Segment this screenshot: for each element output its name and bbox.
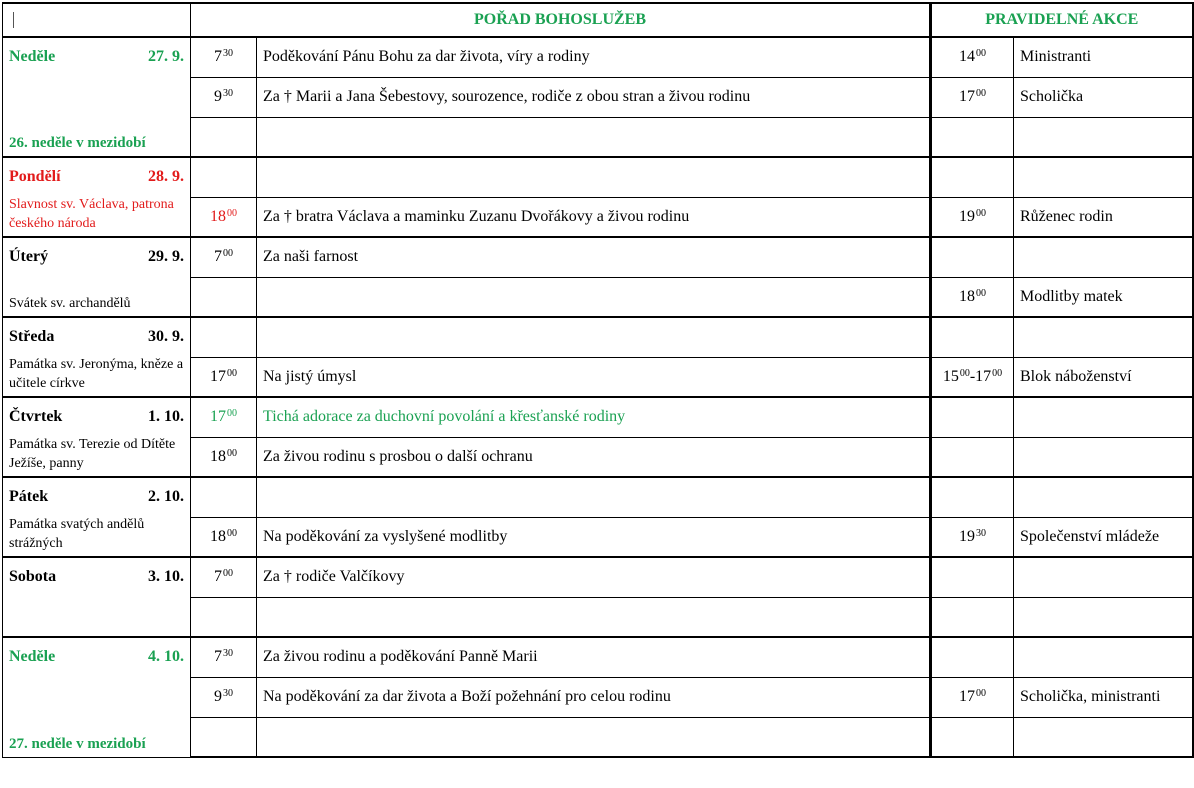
- mass-time: [191, 117, 257, 157]
- mass-time-hour: 17: [210, 408, 226, 426]
- mass-time-hour: 17: [210, 367, 226, 385]
- mass-time-minute: 00: [227, 447, 237, 459]
- mass-intention: [257, 157, 931, 197]
- schedule-row: [3, 317, 1193, 357]
- event-time: [931, 77, 1014, 117]
- event-time-hour: 14: [959, 48, 975, 66]
- mass-time: [191, 517, 257, 557]
- event-time-hour: 19: [959, 527, 975, 545]
- mass-time-hour: 9: [214, 88, 222, 105]
- schedule-row: [3, 637, 1193, 677]
- schedule-row: [3, 157, 1193, 197]
- event-time-minute: 00: [976, 207, 986, 219]
- mass-time-minute: 30: [223, 48, 233, 60]
- day-header: [3, 478, 190, 506]
- day-feast: Památka svatých andělů strážných: [9, 517, 145, 551]
- event-time: [931, 317, 1014, 357]
- day-name: Pátek: [9, 488, 49, 505]
- day-date: 27. 9.: [148, 48, 184, 65]
- mass-time: [191, 317, 257, 357]
- schedule-row: [3, 557, 1193, 597]
- mass-time: [191, 637, 257, 677]
- mass-time-minute: 00: [227, 408, 237, 420]
- event-name: [1014, 317, 1193, 357]
- event-name: Ministranti: [1014, 37, 1193, 77]
- mass-time: [191, 677, 257, 717]
- event-time: [931, 237, 1014, 277]
- day-cell: [3, 637, 191, 757]
- day-feast: Památka sv. Jeronýma, kněze a učitele církve: [9, 357, 184, 391]
- day-cell: [3, 397, 191, 477]
- mass-intention: Za naši farnost: [257, 237, 931, 277]
- event-time-hour: 17: [959, 88, 975, 105]
- event-time-minute: 00: [976, 48, 986, 60]
- day-name: Sobota: [9, 568, 57, 585]
- mass-intention: [257, 277, 931, 317]
- mass-time-hour: 9: [214, 688, 222, 705]
- mass-time: [191, 197, 257, 237]
- event-name: [1014, 637, 1193, 677]
- regular-events-title: PRAVIDELNÉ AKCE: [931, 3, 1193, 37]
- event-name: Společenství mládeže: [1014, 517, 1193, 557]
- mass-time-hour: 18: [210, 447, 226, 465]
- mass-time: [191, 357, 257, 397]
- day-name: Úterý: [9, 248, 49, 265]
- mass-time: [191, 557, 257, 597]
- day-cell: [3, 157, 191, 237]
- day-date: 28. 9.: [148, 168, 184, 185]
- schedule-row: [3, 477, 1193, 517]
- day-date: 2. 10.: [148, 488, 184, 505]
- event-time: [931, 397, 1014, 437]
- mass-intention: Za † rodiče Valčíkovy: [257, 557, 931, 597]
- day-header: [3, 238, 190, 266]
- mass-time-hour: 7: [214, 568, 222, 586]
- day-date: 1. 10.: [148, 408, 184, 425]
- day-name: Středa: [9, 328, 55, 345]
- mass-intention: [257, 117, 931, 157]
- event-time: [931, 277, 1014, 317]
- mass-time: [191, 157, 257, 197]
- schedule-row: [3, 397, 1193, 437]
- day-name: Neděle: [9, 48, 56, 65]
- mass-time-minute: 30: [223, 648, 233, 660]
- event-name: Scholička: [1014, 77, 1193, 117]
- mass-intention: [257, 717, 931, 757]
- mass-intention: [257, 317, 931, 357]
- event-time: [931, 677, 1014, 717]
- day-name: Neděle: [9, 648, 56, 665]
- event-name: [1014, 157, 1193, 197]
- day-feast: 27. neděle v mezidobí: [9, 735, 146, 752]
- mass-time: [191, 277, 257, 317]
- event-time: [931, 597, 1014, 637]
- mass-time-minute: 00: [227, 367, 237, 379]
- mass-time-minute: 00: [227, 527, 237, 539]
- day-feast: Svátek sv. archandělů: [9, 296, 131, 311]
- mass-time-hour: 18: [210, 207, 226, 225]
- mass-time: [191, 597, 257, 637]
- day-feast: 26. neděle v mezidobí: [9, 135, 146, 151]
- event-name: [1014, 237, 1193, 277]
- mass-time: [191, 77, 257, 117]
- event-name: [1014, 397, 1193, 437]
- mass-time: [191, 477, 257, 517]
- mass-time-minute: 00: [223, 248, 233, 260]
- mass-time-hour: 18: [210, 527, 226, 545]
- schedule-row: [3, 237, 1193, 277]
- mass-time: [191, 37, 257, 77]
- day-cell: [3, 237, 191, 317]
- day-date: 29. 9.: [148, 248, 184, 265]
- event-name: Modlitby matek: [1014, 277, 1193, 317]
- event-time-minute: 00: [976, 88, 986, 99]
- day-cell: [3, 317, 191, 397]
- event-time: [931, 157, 1014, 197]
- event-name: [1014, 557, 1193, 597]
- mass-time: [191, 437, 257, 477]
- day-date: 3. 10.: [148, 568, 184, 585]
- event-name: [1014, 717, 1193, 757]
- mass-intention: Za živou rodinu s prosbou o další ochranu: [257, 437, 931, 477]
- event-time-hour: 17: [959, 688, 975, 705]
- day-header: [3, 558, 190, 586]
- mass-intention: Na poděkování za vyslyšené modlitby: [257, 517, 931, 557]
- day-date: 4. 10.: [148, 648, 184, 665]
- mass-time-minute: 00: [223, 568, 233, 580]
- event-time: [931, 357, 1014, 397]
- header-row: [3, 3, 1193, 37]
- day-name: Pondělí: [9, 168, 61, 185]
- event-name: [1014, 477, 1193, 517]
- event-name: Scholička, ministranti: [1014, 677, 1193, 717]
- schedule-table: [2, 2, 1194, 758]
- event-time: [931, 117, 1014, 157]
- day-feast: Slavnost sv. Václava, patrona českého národa: [9, 197, 174, 231]
- mass-intention: Na jistý úmysl: [257, 357, 931, 397]
- event-time: [931, 477, 1014, 517]
- mass-intention: [257, 597, 931, 637]
- mass-time: [191, 397, 257, 437]
- event-time-minute: 00: [976, 287, 986, 299]
- mass-time-minute: 00: [227, 207, 237, 219]
- event-time: [931, 197, 1014, 237]
- event-time-end-hour: 17: [975, 367, 992, 385]
- event-name: [1014, 437, 1193, 477]
- event-time-minute: 30: [976, 527, 986, 539]
- mass-time: [191, 237, 257, 277]
- event-time-dash: -: [969, 367, 976, 385]
- mass-intention: [257, 477, 931, 517]
- event-time-minute: 00: [959, 367, 970, 379]
- event-time-hour: 18: [959, 287, 975, 305]
- day-name: Čtvrtek: [9, 408, 63, 425]
- event-time-hour: 15: [942, 367, 959, 385]
- mass-intention: Za † Marii a Jana Šebestovy, sourozence, rodiče z obou stran a živou rodinu: [257, 77, 931, 117]
- day-cell: [3, 557, 191, 637]
- day-date: 30. 9.: [148, 328, 184, 345]
- event-name: Blok náboženství: [1014, 357, 1193, 397]
- event-time-end-minute: 00: [992, 367, 1003, 379]
- cursor-bar: [13, 12, 14, 28]
- mass-intention: Za živou rodinu a poděkování Panně Marii: [257, 637, 931, 677]
- day-header: [3, 398, 190, 426]
- mass-time-minute: 30: [223, 688, 233, 699]
- event-name: Růženec rodin: [1014, 197, 1193, 237]
- event-time: [931, 37, 1014, 77]
- mass-intention: Poděkování Pánu Bohu za dar života, víry a rodiny: [257, 37, 931, 77]
- mass-time: [191, 717, 257, 757]
- event-time: [931, 637, 1014, 677]
- event-time-hour: 19: [959, 207, 975, 225]
- event-time: [931, 557, 1014, 597]
- mass-time-hour: 7: [214, 248, 222, 266]
- schedule-row: [3, 37, 1193, 77]
- event-time: [931, 437, 1014, 477]
- event-time: [931, 517, 1014, 557]
- event-name: [1014, 117, 1193, 157]
- corner-cell: [3, 3, 191, 37]
- mass-intention: Tichá adorace za duchovní povolání a křesťanské rodiny: [257, 397, 931, 437]
- day-header: [3, 38, 190, 66]
- day-feast: Památka sv. Terezie od Dítěte Ježíše, panny: [9, 437, 176, 471]
- mass-time-hour: 7: [214, 48, 222, 66]
- day-header: [3, 158, 190, 186]
- schedule-title: POŘAD BOHOSLUŽEB: [191, 3, 931, 37]
- day-header: [3, 318, 190, 346]
- day-cell: [3, 477, 191, 557]
- event-time-minute: 00: [976, 688, 986, 699]
- mass-intention: Za † bratra Václava a maminku Zuzanu Dvořákovy a živou rodinu: [257, 197, 931, 237]
- day-header: [3, 638, 190, 666]
- event-time: [931, 717, 1014, 757]
- event-name: [1014, 597, 1193, 637]
- mass-time-minute: 30: [223, 88, 233, 99]
- day-cell: [3, 37, 191, 157]
- mass-time-hour: 7: [214, 648, 222, 666]
- mass-intention: Na poděkování za dar života a Boží požehnání pro celou rodinu: [257, 677, 931, 717]
